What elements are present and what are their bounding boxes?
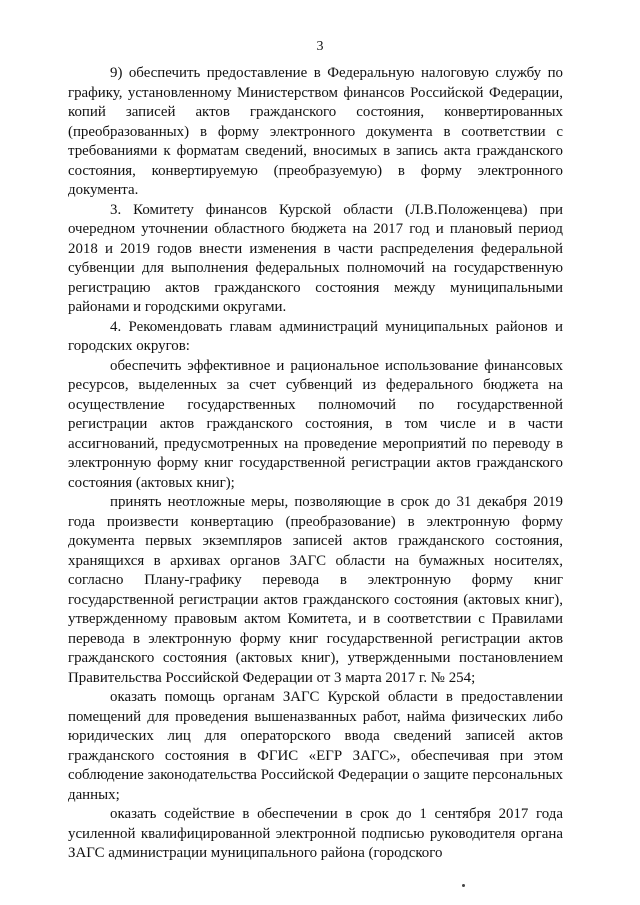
- paragraph-section-3: 3. Комитету финансов Курской области (Л.В.Положенцева) при очередном уточнении областного бюджета на 2017 год и плановый период 2018 и 2019 годов внести изменения в части распределения федеральной субвенции для выполнения федеральных полномочий на государственную регистрацию актов гражданского состояния между муниципальными районами и городскими округами.: [68, 201, 563, 315]
- scan-dot: [462, 884, 465, 887]
- paragraph-resources: обеспечить эффективное и рациональное использование финансовых ресурсов, выделенных за счет субвенций из федерального бюджета на осуществление государственных полномочий по государственной регистрации актов гражданского состояния, в том числе и в части ассигнований, предусмотренных на проведение мероприятий по переводу в электронную форму книг государственной регистрации актов гражданского состояния (актовых книг);: [68, 357, 563, 491]
- paragraph-conversion: принять неотложные меры, позволяющие в срок до 31 декабря 2019 года произвести конвертацию (преобразование) в электронную форму документа первых экземпляров записей актов гражданского состояния, хранящихся в архивах органов ЗАГС области на бумажных носителях, согласно Плану-графику перевода в электронную форму книг государственной регистрации актов гражданского состояния (актовых книг), утвержденному правовым актом Комитета, и в соответствии с Правилами перевода в электронную форму книг государственной регистрации актов гражданского состояния (актовых книг), утвержденными постановлением Правительства Российской Федерации от 3 марта 2017 г. № 254;: [68, 494, 563, 686]
- paragraph-item-9: 9) обеспечить предоставление в Федеральную налоговую службу по графику, установленному Министерством финансов Российской Федерации, копий записей актов гражданского состояния, конвертированных (преобразованных) в форму электронного документа в соответствии с требованиями к форматам сведений, вносимых в запись акта гражданского состояния, конвертируемую (преобразуемую) в форму электронного документа.: [68, 65, 563, 198]
- body-text: [68, 64, 563, 864]
- paragraph-assistance: оказать помощь органам ЗАГС Курской области в предоставлении помещений для проведения вышеназванных работ, найма физических либо юридических лиц для операторского ввода сведений записей актов гражданского состояния в ФГИС «ЕГР ЗАГС», обеспечивая при этом соблюдение законодательства Российской Федерации о защите персональных данных;: [68, 689, 563, 803]
- page-number: 3: [316, 39, 324, 54]
- paragraph-section-4: 4. Рекомендовать главам администраций муниципальных районов и городских округов:: [68, 318, 563, 354]
- paragraph-signature: оказать содействие в обеспечении в срок до 1 сентября 2017 года усиленной квалифицированной электронной подписью руководителя органа ЗАГС администрации муниципального района (городского: [68, 806, 563, 861]
